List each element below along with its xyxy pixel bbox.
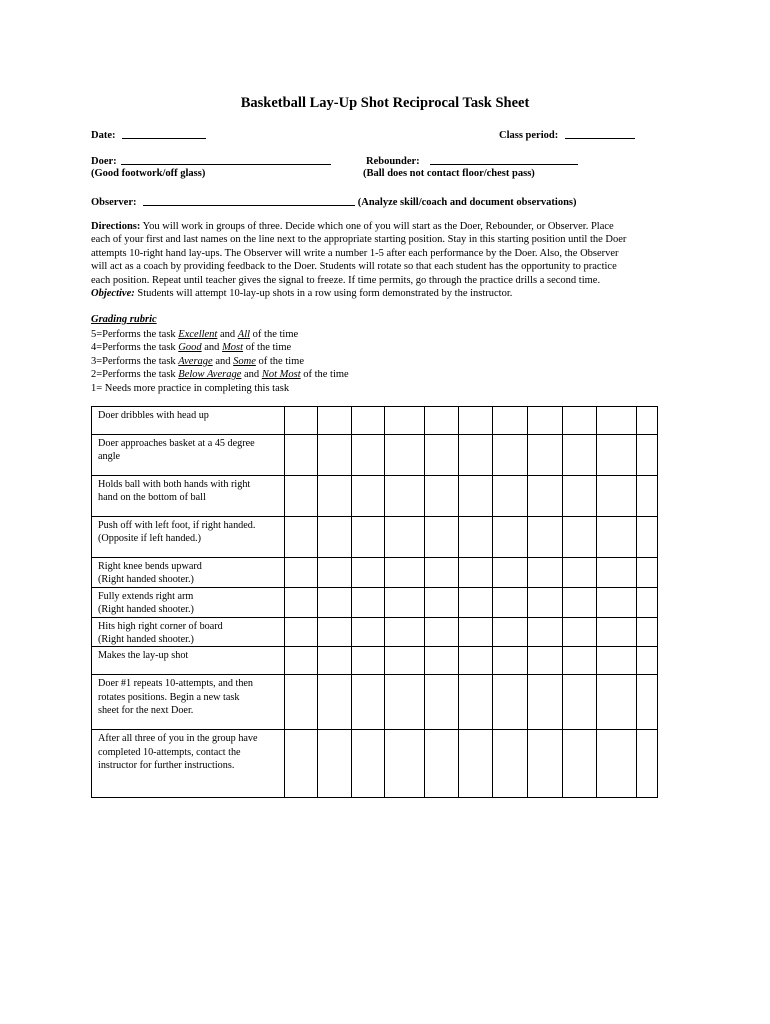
score-cell[interactable] bbox=[563, 476, 597, 517]
rebounder-field bbox=[366, 154, 578, 167]
score-cell[interactable] bbox=[637, 675, 658, 730]
score-cell[interactable] bbox=[459, 476, 493, 517]
doer-field bbox=[91, 154, 331, 167]
score-cell[interactable] bbox=[425, 587, 459, 617]
rubric-item bbox=[91, 355, 349, 368]
rebounder-label: Rebounder: bbox=[366, 156, 420, 167]
observer-label: Observer: bbox=[91, 197, 137, 208]
class-period-field bbox=[499, 128, 635, 141]
score-cell[interactable] bbox=[597, 730, 637, 798]
score-cell[interactable] bbox=[425, 407, 459, 435]
score-cell[interactable] bbox=[597, 407, 637, 435]
score-cell[interactable] bbox=[637, 435, 658, 476]
score-cell[interactable] bbox=[528, 675, 563, 730]
score-cell[interactable] bbox=[597, 647, 637, 675]
directions-label: Directions: bbox=[91, 221, 141, 232]
score-cell[interactable] bbox=[285, 435, 318, 476]
task-description-cell: Fully extends right arm (Right handed shooter.) bbox=[92, 587, 285, 617]
score-cell[interactable] bbox=[597, 476, 637, 517]
rubric-item bbox=[91, 368, 349, 381]
rubric-and: and bbox=[219, 329, 236, 340]
score-cell[interactable] bbox=[459, 558, 493, 588]
doer-blank[interactable] bbox=[121, 154, 331, 165]
date-field bbox=[91, 128, 206, 141]
rubric-frequency: Not Most bbox=[261, 369, 301, 381]
rubric-item: 1= Needs more practice in completing this task bbox=[91, 382, 290, 394]
rubric-prefix: Performs the task bbox=[102, 355, 176, 367]
score-cell[interactable] bbox=[352, 730, 385, 798]
task-description-cell: Hits high right corner of board (Right handed shooter.) bbox=[92, 617, 285, 647]
rubric-suffix: of the time bbox=[303, 369, 349, 381]
score-cell[interactable] bbox=[318, 558, 352, 588]
score-cell[interactable] bbox=[493, 558, 528, 588]
score-cell[interactable] bbox=[385, 675, 425, 730]
score-cell[interactable] bbox=[459, 730, 493, 798]
table-row bbox=[92, 435, 658, 476]
score-cell[interactable] bbox=[637, 617, 658, 647]
score-cell[interactable] bbox=[459, 647, 493, 675]
score-cell[interactable] bbox=[493, 647, 528, 675]
rebounder-blank[interactable] bbox=[430, 154, 578, 165]
task-description-cell: Doer dribbles with head up bbox=[92, 407, 285, 435]
score-cell[interactable] bbox=[425, 675, 459, 730]
score-cell[interactable] bbox=[493, 435, 528, 476]
score-cell[interactable] bbox=[352, 587, 385, 617]
rubric-item bbox=[91, 341, 349, 354]
objective-text: Students will attempt 10-lay-up shots in a row using form demonstrated by the instructor. bbox=[137, 288, 513, 299]
rubric-and: and bbox=[215, 355, 231, 367]
score-cell[interactable] bbox=[637, 647, 658, 675]
rebounder-note: (Ball does not contact floor/chest pass) bbox=[363, 168, 535, 179]
score-cell[interactable] bbox=[352, 675, 385, 730]
score-cell[interactable] bbox=[385, 558, 425, 588]
score-cell[interactable] bbox=[459, 407, 493, 435]
score-cell[interactable] bbox=[528, 617, 563, 647]
score-cell[interactable] bbox=[528, 407, 563, 435]
score-cell[interactable] bbox=[318, 407, 352, 435]
table-row bbox=[92, 517, 658, 558]
score-cell[interactable] bbox=[563, 587, 597, 617]
score-cell[interactable] bbox=[318, 476, 352, 517]
score-cell[interactable] bbox=[637, 730, 658, 798]
task-description-cell: Doer approaches basket at a 45 degree angle bbox=[92, 435, 285, 476]
score-cell[interactable] bbox=[285, 730, 318, 798]
score-cell[interactable] bbox=[459, 675, 493, 730]
score-cell[interactable] bbox=[425, 647, 459, 675]
score-cell[interactable] bbox=[285, 476, 318, 517]
score-cell[interactable] bbox=[385, 407, 425, 435]
observer-note: (Analyze skill/coach and document observations) bbox=[357, 197, 577, 208]
task-description-cell: After all three of you in the group have completed 10-attempts, contact the instructor for further instructions. bbox=[92, 730, 285, 798]
score-cell[interactable] bbox=[385, 435, 425, 476]
score-cell[interactable] bbox=[385, 587, 425, 617]
score-cell[interactable] bbox=[425, 517, 459, 558]
rubric-title: Grading rubric bbox=[91, 314, 157, 325]
score-cell[interactable] bbox=[285, 407, 318, 435]
rubric-score: 3= bbox=[91, 355, 103, 367]
score-cell[interactable] bbox=[493, 517, 528, 558]
score-cell[interactable] bbox=[318, 647, 352, 675]
score-cell[interactable] bbox=[385, 517, 425, 558]
score-cell[interactable] bbox=[318, 517, 352, 558]
table-row bbox=[92, 730, 658, 798]
score-cell[interactable] bbox=[425, 476, 459, 517]
rubric-score: 5= bbox=[91, 329, 103, 340]
score-cell[interactable] bbox=[425, 730, 459, 798]
score-cell[interactable] bbox=[563, 730, 597, 798]
score-cell[interactable] bbox=[385, 730, 425, 798]
observation-grid bbox=[91, 406, 658, 798]
score-cell[interactable] bbox=[563, 675, 597, 730]
score-cell[interactable] bbox=[493, 730, 528, 798]
score-cell[interactable] bbox=[459, 587, 493, 617]
score-cell[interactable] bbox=[385, 647, 425, 675]
objective-line bbox=[91, 288, 512, 299]
score-cell[interactable] bbox=[528, 730, 563, 798]
rubric-prefix: Performs the task bbox=[102, 369, 176, 381]
score-cell[interactable] bbox=[385, 617, 425, 647]
score-cell[interactable] bbox=[425, 435, 459, 476]
doer-label: Doer: bbox=[91, 156, 117, 167]
rubric-suffix: of the time bbox=[258, 355, 304, 367]
score-cell[interactable] bbox=[285, 617, 318, 647]
rubric-frequency: All bbox=[237, 329, 251, 340]
score-cell[interactable] bbox=[637, 407, 658, 435]
rubric-prefix: Performs the task bbox=[102, 342, 176, 354]
task-description-cell: Doer #1 repeats 10-attempts, and then rotates positions. Begin a new task sheet for the next Doer. bbox=[92, 675, 285, 730]
rubric-suffix: of the time bbox=[252, 329, 299, 340]
score-cell[interactable] bbox=[528, 517, 563, 558]
observer-field bbox=[91, 195, 577, 208]
rubric-and: and bbox=[244, 369, 260, 381]
score-cell[interactable] bbox=[597, 587, 637, 617]
score-cell[interactable] bbox=[563, 407, 597, 435]
score-cell[interactable] bbox=[425, 617, 459, 647]
score-cell[interactable] bbox=[597, 435, 637, 476]
score-cell[interactable] bbox=[352, 407, 385, 435]
score-cell[interactable] bbox=[318, 435, 352, 476]
table-row bbox=[92, 587, 658, 617]
date-label: Date: bbox=[91, 130, 116, 141]
score-cell[interactable] bbox=[285, 647, 318, 675]
score-cell[interactable] bbox=[352, 517, 385, 558]
score-cell[interactable] bbox=[528, 587, 563, 617]
score-cell[interactable] bbox=[493, 476, 528, 517]
score-cell[interactable] bbox=[528, 558, 563, 588]
table-row bbox=[92, 558, 658, 588]
score-cell[interactable] bbox=[318, 617, 352, 647]
rubric-item bbox=[91, 328, 349, 341]
score-cell[interactable] bbox=[563, 517, 597, 558]
date-blank[interactable] bbox=[122, 128, 206, 139]
rubric-and: and bbox=[204, 342, 220, 354]
score-cell[interactable] bbox=[352, 435, 385, 476]
score-cell[interactable] bbox=[597, 517, 637, 558]
rubric-quality: Average bbox=[178, 355, 213, 367]
score-cell[interactable] bbox=[459, 517, 493, 558]
score-cell[interactable] bbox=[285, 517, 318, 558]
score-cell[interactable] bbox=[637, 476, 658, 517]
rubric-quality: Good bbox=[178, 342, 202, 354]
rubric-prefix: Performs the task bbox=[102, 329, 176, 340]
rubric-quality: Below Average bbox=[178, 369, 242, 381]
score-cell[interactable] bbox=[352, 476, 385, 517]
score-cell[interactable] bbox=[385, 476, 425, 517]
score-cell[interactable] bbox=[285, 558, 318, 588]
score-cell[interactable] bbox=[563, 558, 597, 588]
class-period-blank[interactable] bbox=[565, 128, 635, 139]
table-row bbox=[92, 476, 658, 517]
table-row bbox=[92, 617, 658, 647]
rubric-frequency: Most bbox=[222, 342, 244, 354]
class-period-label: Class period: bbox=[499, 130, 559, 141]
score-cell[interactable] bbox=[459, 617, 493, 647]
score-cell[interactable] bbox=[425, 558, 459, 588]
score-cell[interactable] bbox=[563, 435, 597, 476]
score-cell[interactable] bbox=[563, 617, 597, 647]
page-title: Basketball Lay-Up Shot Reciprocal Task Sheet bbox=[240, 95, 530, 111]
task-description-cell: Right knee bends upward (Right handed shooter.) bbox=[92, 558, 285, 588]
score-cell[interactable] bbox=[637, 587, 658, 617]
rubric-score: 4= bbox=[91, 342, 103, 354]
rubric-quality: Excellent bbox=[178, 329, 218, 340]
score-cell[interactable] bbox=[493, 617, 528, 647]
score-cell[interactable] bbox=[318, 675, 352, 730]
score-cell[interactable] bbox=[285, 587, 318, 617]
score-cell[interactable] bbox=[597, 617, 637, 647]
score-cell[interactable] bbox=[637, 558, 658, 588]
score-cell[interactable] bbox=[318, 587, 352, 617]
doer-note: (Good footwork/off glass) bbox=[91, 168, 206, 179]
score-cell[interactable] bbox=[352, 617, 385, 647]
rubric-suffix: of the time bbox=[245, 342, 292, 354]
score-cell[interactable] bbox=[493, 407, 528, 435]
score-cell[interactable] bbox=[528, 647, 563, 675]
directions-paragraph bbox=[91, 220, 681, 287]
score-cell[interactable] bbox=[528, 435, 563, 476]
score-cell[interactable] bbox=[493, 587, 528, 617]
task-description-cell: Holds ball with both hands with right hand on the bottom of ball bbox=[92, 476, 285, 517]
objective-label: Objective: bbox=[91, 288, 135, 299]
rubric-list bbox=[91, 328, 349, 395]
table-row bbox=[92, 675, 658, 730]
score-cell[interactable] bbox=[352, 558, 385, 588]
score-cell[interactable] bbox=[285, 675, 318, 730]
score-cell[interactable] bbox=[597, 675, 637, 730]
score-cell[interactable] bbox=[493, 675, 528, 730]
score-cell[interactable] bbox=[318, 730, 352, 798]
score-cell[interactable] bbox=[459, 435, 493, 476]
score-cell[interactable] bbox=[637, 517, 658, 558]
score-cell[interactable] bbox=[528, 476, 563, 517]
observer-blank[interactable] bbox=[143, 195, 355, 206]
rubric-score: 2= bbox=[91, 369, 103, 381]
score-cell[interactable] bbox=[597, 558, 637, 588]
directions-text: You will work in groups of three. Decide which one of you will start as the Doer, Rebounder, or Observer. Place each of your first and last names on the line next to the appropriate starting position. Stay in this starting position until the Doer attempts 10-right hand lay-ups. The Observer will write a number 1-5 after each performance by the Doer. Also, the Observer will act as a coach by providing feedback to the Doer. Students will rotate so that each student has the opportunity to practice each position. Repeat until teacher gives the signal to freeze. If time permits, go through the practice drills a second time. bbox=[91, 221, 627, 286]
rubric-frequency: Some bbox=[233, 355, 256, 367]
score-cell[interactable] bbox=[563, 647, 597, 675]
table-row bbox=[92, 407, 658, 435]
score-cell[interactable] bbox=[352, 647, 385, 675]
task-description-cell: Push off with left foot, if right handed. (Opposite if left handed.) bbox=[92, 517, 285, 558]
task-description-cell: Makes the lay-up shot bbox=[92, 647, 285, 675]
table-row bbox=[92, 647, 658, 675]
